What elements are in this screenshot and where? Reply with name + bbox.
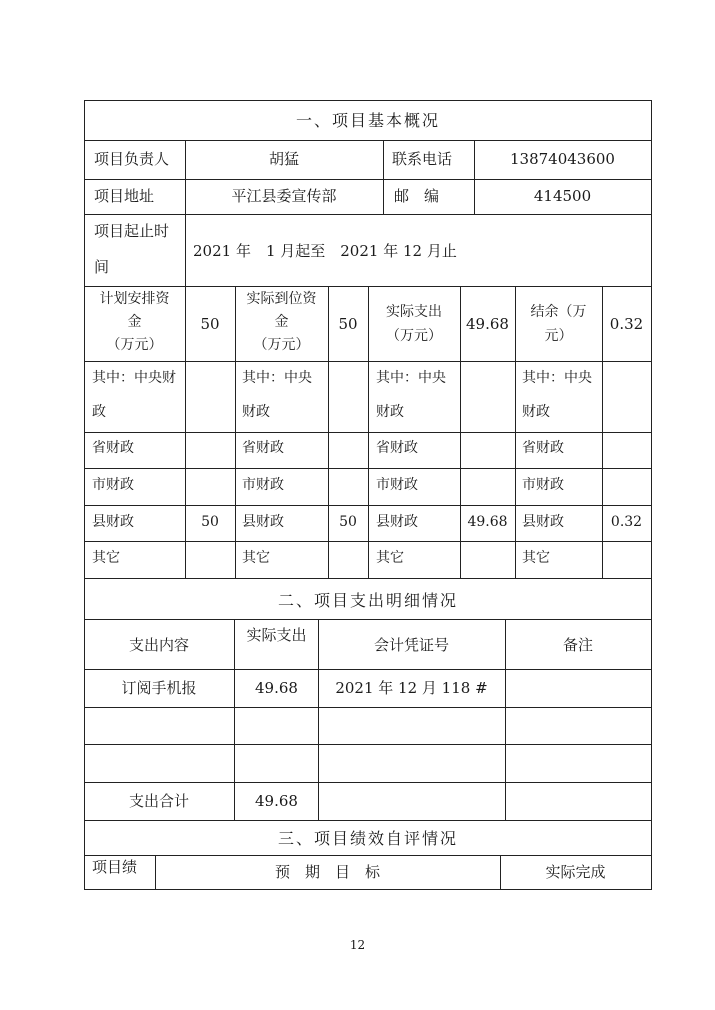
- period-label-line2: 间: [94, 258, 110, 276]
- section-2-title: 二、项目支出明细情况: [277, 591, 458, 610]
- phone-label: 联系电话: [392, 150, 453, 168]
- spend-label-line2: （万元）: [386, 328, 442, 344]
- central-b-line2: 财政: [242, 404, 270, 420]
- phone-value: 13874043600: [510, 150, 615, 168]
- city-label-b: 市财政: [242, 477, 284, 493]
- rule: [84, 100, 85, 890]
- other-label-d: 其它: [522, 550, 550, 566]
- actual-label-line1: 实际到位资: [246, 291, 317, 307]
- postcode-value: 414500: [533, 187, 592, 205]
- actual-label-line2: 金: [274, 314, 289, 330]
- balance-value: 0.32: [609, 315, 644, 333]
- other-label-a: 其它: [92, 550, 120, 566]
- planned-value: 50: [200, 315, 220, 333]
- county-label-b: 县财政: [242, 514, 284, 530]
- county-planned: 50: [201, 514, 219, 530]
- city-label-c: 市财政: [376, 477, 418, 493]
- rule: [84, 100, 652, 101]
- planned-label-line2: 金: [127, 314, 142, 330]
- postcode-label: 邮 编: [394, 187, 440, 205]
- rule: [84, 140, 652, 141]
- period-label-line1: 项目起止时: [94, 222, 170, 240]
- province-label-c: 省财政: [376, 440, 418, 456]
- total-value: 49.68: [255, 792, 298, 810]
- col-voucher-header: 会计凭证号: [373, 636, 449, 654]
- leader-value: 胡猛: [268, 150, 299, 168]
- central-d-line2: 财政: [522, 404, 550, 420]
- rule: [84, 744, 652, 745]
- province-label-a: 省财政: [92, 440, 134, 456]
- county-label-c: 县财政: [376, 514, 418, 530]
- central-c-line1: 其中：中央: [376, 370, 446, 386]
- address-label: 项目地址: [94, 187, 155, 205]
- row1-content: 订阅手机报: [121, 679, 197, 697]
- section-3-title: 三、项目绩效自评情况: [277, 829, 458, 848]
- rule: [84, 889, 652, 890]
- actual-done: 实际完成: [545, 863, 606, 881]
- rule: [84, 707, 652, 708]
- planned-label: [84, 288, 185, 357]
- rule: [84, 179, 652, 180]
- spend-label: [368, 300, 460, 348]
- balance-label: [515, 300, 602, 348]
- balance-label-line1: 结余（万: [530, 304, 587, 320]
- rule: [84, 855, 652, 856]
- province-label-d: 省财政: [522, 440, 564, 456]
- planned-label-line1: 计划安排资: [99, 291, 170, 307]
- city-label-d: 市财政: [522, 477, 564, 493]
- rule: [84, 782, 652, 783]
- central-label-line2: 政: [92, 404, 106, 420]
- actual-value: 50: [338, 315, 358, 333]
- spend-value: 49.68: [466, 315, 509, 333]
- perf-label: 项目绩: [92, 858, 138, 876]
- rule: [84, 619, 652, 620]
- expected-goal: 预 期 目 标: [274, 863, 380, 881]
- col-content-header: 支出内容: [128, 636, 189, 654]
- col-note-header: 备注: [562, 636, 593, 654]
- row1-voucher: 2021 年 12 月 118 #: [335, 679, 488, 697]
- county-label-a: 县财政: [92, 514, 134, 530]
- county-balance: 0.32: [610, 514, 643, 530]
- actual-label-line3: （万元）: [253, 337, 310, 353]
- other-label-c: 其它: [376, 550, 404, 566]
- rule: [84, 578, 652, 579]
- city-label-a: 市财政: [92, 477, 134, 493]
- leader-label: 项目负责人: [94, 150, 170, 168]
- other-label-b: 其它: [242, 550, 270, 566]
- rule: [651, 100, 652, 890]
- province-label-b: 省财政: [242, 440, 284, 456]
- central-c-line2: 财政: [376, 404, 404, 420]
- balance-label-line2: 元）: [544, 328, 573, 344]
- rule: [383, 140, 384, 214]
- county-label-d: 县财政: [522, 514, 564, 530]
- col-spend-header: 实际支出: [246, 626, 307, 644]
- row1-spend: 49.68: [255, 679, 298, 697]
- total-label: 支出合计: [128, 792, 189, 810]
- rule: [84, 820, 652, 821]
- central-label-line1: 其中：中央财: [92, 370, 176, 386]
- county-spend: 49.68: [467, 514, 508, 530]
- central-b-line1: 其中：中央: [242, 370, 312, 386]
- county-actual: 50: [339, 514, 357, 530]
- section-1-title: 一、项目基本概况: [295, 111, 440, 130]
- page-number: 12: [349, 938, 366, 952]
- rule: [84, 214, 652, 215]
- period-value: 2021 年 1 月起至 2021 年 12 月止: [193, 242, 457, 260]
- rule: [84, 669, 652, 670]
- central-d-line1: 其中：中央: [522, 370, 592, 386]
- planned-label-line3: （万元）: [106, 337, 163, 353]
- actual-label: [235, 288, 328, 357]
- spend-label-line1: 实际支出: [386, 304, 442, 320]
- address-value: 平江县委宣传部: [231, 187, 337, 205]
- rule: [185, 214, 186, 286]
